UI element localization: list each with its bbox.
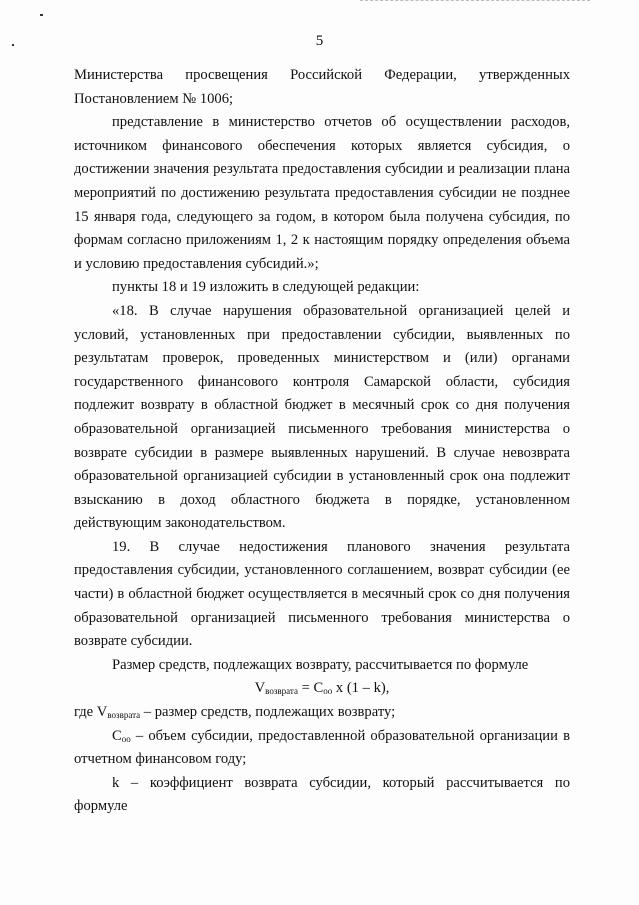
definition-c-text: – объем субсидии, предоставленной образовательной организации в отчетном финансовом году; (74, 727, 570, 768)
document-body (74, 64, 570, 819)
definition-c-lead: C (112, 727, 122, 744)
formula-v-sub: возврата (265, 686, 298, 697)
scan-artifact-line (360, 0, 590, 2)
paragraph-item-18: «18. В случае нарушения образовательной организацией целей и условий, установленных при предоставлении субсидии, выявленных по результатам проверок, проведенных министерством и (или) органами государственного финансового контроля Самарской области, субсидия подлежит возврату в областной бюджет в месячный срок со дня получения образовательной организацией письменного требования министерства о возврате субсидии в размере выявленных нарушений. В случае невозврата образовательной организацией субсидии в установленный срок она подлежит взысканию в доход областного бюджета в порядке, установленном действующим законодательством. (74, 302, 570, 532)
paragraph-item-19: 19. В случае недостижения планового значения результата предоставления субсидии, установленного соглашением, возврат субсидии (ее части) в областной бюджет осуществляется в месячный срок со дня получения образовательной организацией письменного требования министерства о возврате субсидии. (74, 538, 570, 650)
definition-c-sub: оо (121, 733, 131, 744)
formula-v: V (254, 680, 266, 697)
page-number: 5 (315, 33, 324, 49)
formula-refund (74, 677, 570, 701)
definition-c (74, 725, 570, 772)
scan-artifact-dot (40, 14, 43, 16)
definition-k: k – коэффициент возврата субсидии, который рассчитывается по формуле (74, 774, 570, 815)
paragraph-formula-intro: Размер средств, подлежащих возврату, рассчитывается по формуле (112, 656, 529, 673)
definition-v-sub: возврата (107, 710, 141, 721)
paragraph-continuation: Министерства просвещения Российской Федерации, утвержденных Постановлением № 1006; (74, 67, 570, 107)
formula-c-sub: оо (323, 686, 333, 697)
paragraph-amendment: пункты 18 и 19 изложить в следующей редакции: (112, 279, 420, 296)
definition-v-lead: где V (74, 704, 108, 721)
definition-v (74, 701, 570, 725)
paragraph-reporting: представление в министерство отчетов об осуществлении расходов, источником финансового обеспечения которых является субсидия, о достижении значения результата предоставления субсидии и реализации плана мероприятий по достижению результата предоставления субсидии не позднее 15 января года, следующего за годом, в котором была получена субсидия, по формам согласно приложениям 1, 2 к настоящим порядку определения объема и условию предоставления субсидий.»; (74, 114, 570, 272)
formula-eq: = C (297, 680, 324, 697)
formula-rest: x (1 – k), (332, 680, 390, 697)
definition-v-text: – размер средств, подлежащих возврату; (140, 704, 396, 721)
